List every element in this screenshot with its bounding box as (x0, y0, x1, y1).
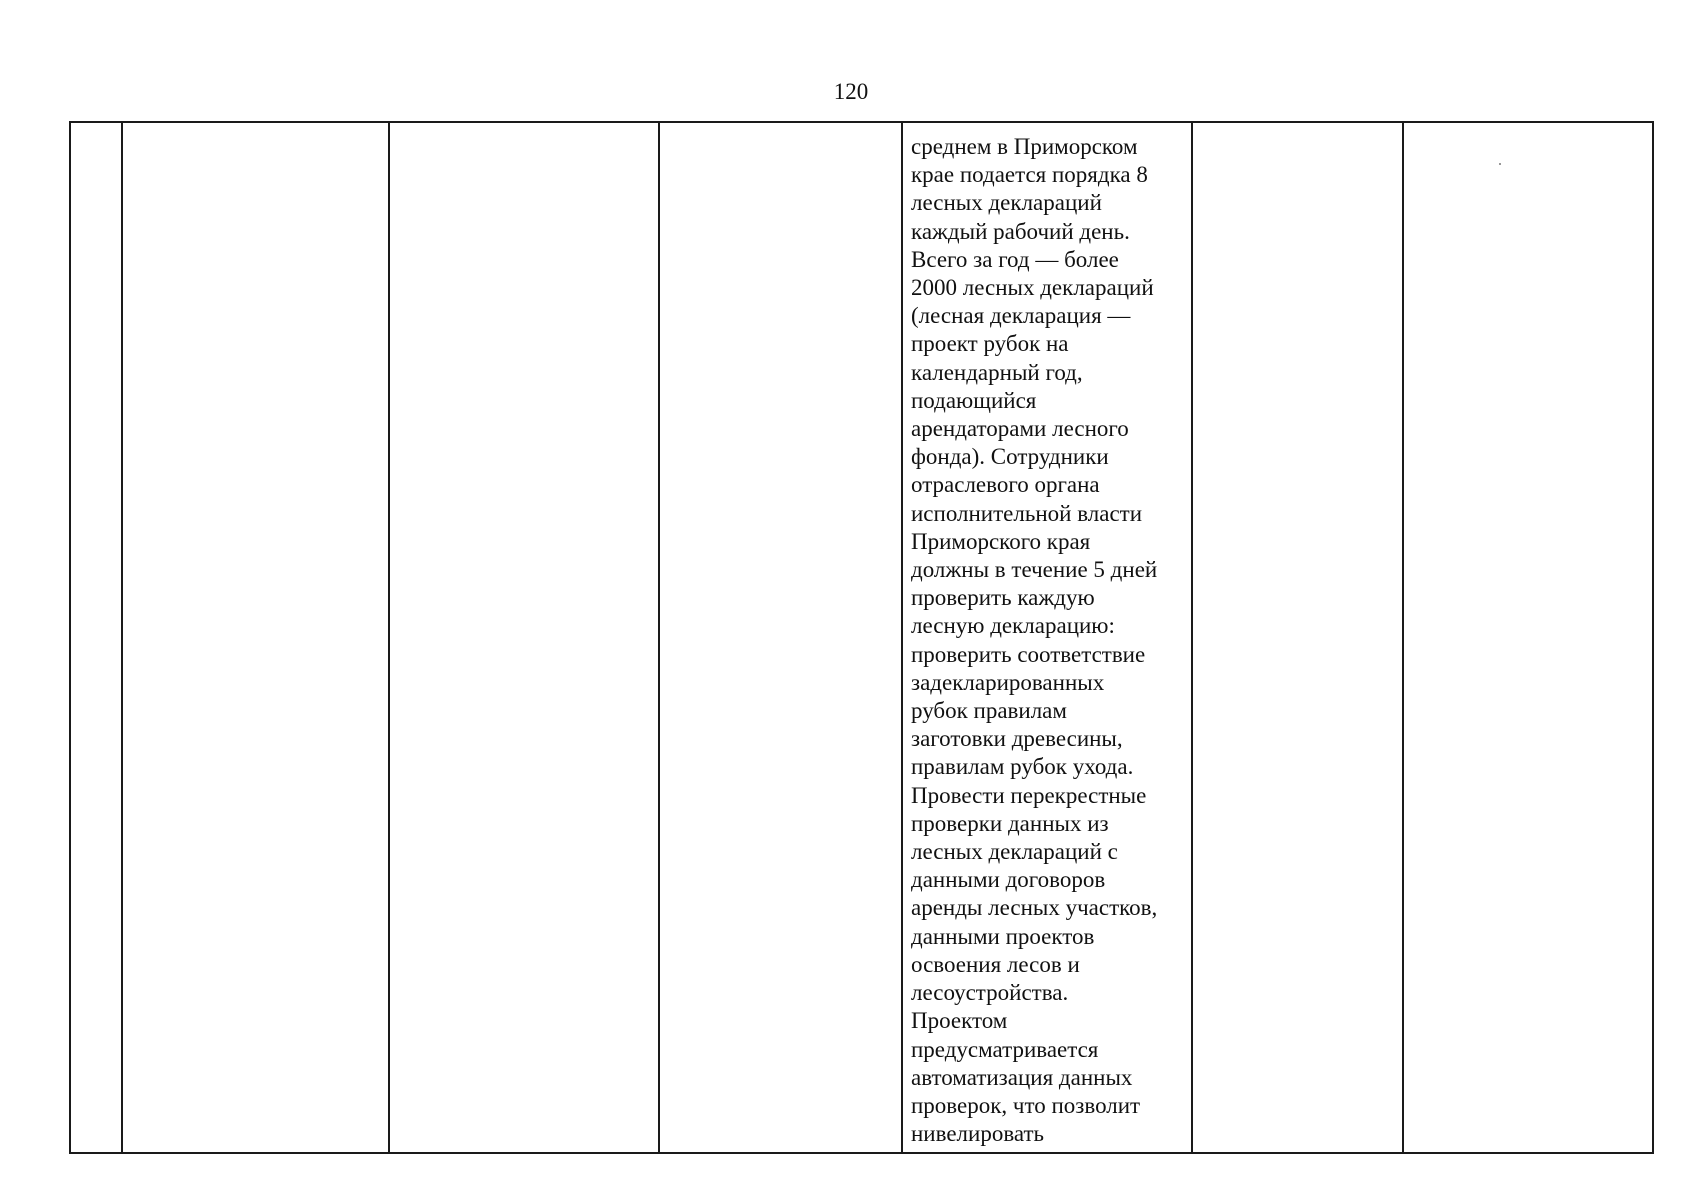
text-line: календарный год, (911, 359, 1083, 385)
text-line: лесных деклараций (911, 190, 1102, 216)
text-line: проверить соответствие (911, 641, 1146, 667)
text-line: арендаторами лесного (911, 416, 1129, 442)
text-line: заготовки древесины, (911, 726, 1123, 752)
text-line: среднем в Приморском (911, 134, 1138, 159)
text-line: Провести перекрестные (911, 782, 1147, 808)
text-line: рубок правилам (911, 698, 1067, 724)
text-line: лесоустройства. (911, 980, 1069, 1006)
table-cell-col-1 (70, 122, 122, 1153)
text-line: 2000 лесных деклараций (911, 275, 1154, 301)
text-line: подающийся (911, 387, 1037, 413)
text-line: проект рубок на (911, 331, 1069, 357)
page-number: 120 (833, 79, 869, 104)
table-cell-col-4 (659, 122, 902, 1153)
table-cell-col-7 (1403, 122, 1653, 1153)
text-line: Приморского края (911, 528, 1091, 554)
text-line: каждый рабочий день. (911, 218, 1130, 244)
text-line: предусматривается (911, 1036, 1099, 1062)
scan-speck (1499, 163, 1501, 165)
table-cell-col-2 (122, 122, 389, 1153)
text-line: аренды лесных участков, (911, 895, 1158, 921)
text-line: данными договоров (911, 867, 1106, 893)
text-line: лесную декларацию: (911, 613, 1115, 639)
text-line: проверки данных из (911, 810, 1109, 836)
text-line: лесных деклараций с (911, 839, 1118, 865)
text-line: автоматизация данных (911, 1064, 1133, 1090)
table-row (70, 122, 1653, 1153)
text-line: крае подается порядка 8 (911, 162, 1148, 188)
text-line: данными проектов (911, 923, 1095, 949)
table-cell-col-6 (1192, 122, 1403, 1153)
text-line: исполнительной власти (911, 500, 1143, 526)
description-text (911, 133, 1183, 1148)
text-line: проверок, что позволит (911, 1092, 1141, 1118)
table-cell-description (902, 122, 1192, 1153)
text-line: проверить каждую (911, 585, 1095, 611)
table-cell-col-3 (389, 122, 659, 1153)
text-line: Проектом (911, 1008, 1008, 1034)
text-line: должны в течение 5 дней (911, 557, 1158, 583)
text-line: отраслевого органа (911, 472, 1100, 498)
text-line: нивелировать (911, 1121, 1045, 1147)
text-line: (лесная декларация — (911, 303, 1131, 329)
text-line: фонда). Сотрудники (911, 444, 1109, 470)
document-table (69, 121, 1654, 1154)
text-line: правилам рубок ухода. (911, 754, 1134, 780)
text-line: освоения лесов и (911, 951, 1080, 977)
text-line: Всего за год — более (911, 246, 1119, 272)
text-line: задекларированных (911, 669, 1105, 695)
